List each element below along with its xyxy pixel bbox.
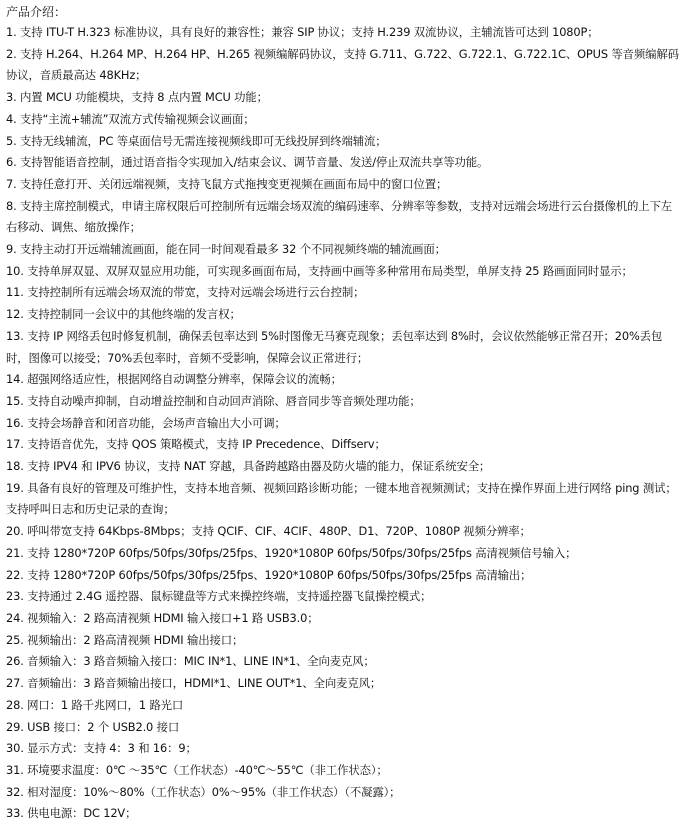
feature-item-5: 5. 支持无线辅流，PC 等桌面信号无需连接视频线即可无线投屏到终端辅流； bbox=[6, 133, 387, 148]
feature-item-24: 24. 视频输入：2 路高清视频 HDMI 输入接口+1 路 USB3.0； bbox=[6, 610, 319, 625]
feature-item-9: 9. 支持主动打开远端辅流画面，能在同一时间观看最多 32 个不同视频终端的辅流画面； bbox=[6, 242, 446, 257]
feature-list bbox=[6, 22, 683, 825]
feature-item-10: 10. 支持单屏双显、双屏双显应用功能，可实现多画面布局，支持画中画等多种常用布局类型，单屏支持 25 路画面同时显示； bbox=[6, 263, 633, 278]
feature-item-26: 26. 音频输入：3 路音频输入接口：MIC IN*1、LINE IN*1、全向麦克风； bbox=[6, 654, 375, 669]
feature-item-21: 21. 支持 1280*720P 60fps/50fps/30fps/25fps、1920*1080P 60fps/50fps/30fps/25fps 高清视频信号输入； bbox=[6, 545, 577, 560]
feature-item-20: 20. 呼叫带宽支持 64Kbps-8Mbps；支持 QCIF、CIF、4CIF、480P、D1、720P、1080P 视频分辨率； bbox=[6, 524, 531, 539]
feature-item-1: 1. 支持 ITU-T H.323 标准协议，具有良好的兼容性；兼容 SIP 协议；支持 H.239 双流协议，主辅流皆可达到 1080P； bbox=[6, 25, 599, 39]
feature-item-7: 7. 支持任意打开、关闭远端视频，支持飞鼠方式拖拽变更视频在画面布局中的窗口位置； bbox=[6, 176, 448, 191]
feature-item-30: 30. 显示方式：支持 4：3 和 16：9； bbox=[6, 741, 197, 756]
feature-item-22: 22. 支持 1280*720P 60fps/50fps/30fps/25fps、1920*1080P 60fps/50fps/30fps/25fps 高清输出； bbox=[6, 567, 532, 582]
feature-item-16: 16. 支持会场静音和闭音功能，会场声音输出大小可调； bbox=[6, 415, 286, 430]
feature-item-27: 27. 音频输出：3 路音频输出接口，HDMI*1、LINE OUT*1、全向麦克风； bbox=[6, 676, 382, 691]
feature-item-12: 12. 支持控制同一会议中的其他终端的发言权； bbox=[6, 307, 241, 322]
feature-item-4: 4. 支持“主流+辅流”双流方式传输视频会议画面； bbox=[6, 111, 255, 126]
feature-item-33: 33. 供电电源：DC 12V； bbox=[6, 806, 137, 821]
feature-item-14: 14. 超强网络适应性，根据网络自动调整分辨率，保障会议的流畅； bbox=[6, 372, 342, 387]
feature-item-11: 11. 支持控制所有远端会场双流的带宽，支持对远端会场进行云台控制； bbox=[6, 285, 365, 300]
document-title: 产品介绍： bbox=[6, 5, 67, 19]
feature-item-15: 15. 支持自动噪声抑制，自动增益控制和自动回声消除、唇音同步等音频处理功能； bbox=[6, 393, 421, 408]
feature-item-2: 2. 支持 H.264、H.264 MP、H.264 HP、H.265 视频编解码协议，支持 G.711、G.722、G.722.1、G.722.1C、OPUS 等音频编解码协议，音质最高达 48KHz； bbox=[6, 46, 679, 83]
feature-item-17: 17. 支持语音优先，支持 QOS 策略模式，支持 IP Precedence、Diffserv； bbox=[6, 437, 386, 452]
feature-item-31: 31. 环境要求温度：0℃ ～35℃（工作状态）-40℃～55℃（非工作状态）； bbox=[6, 762, 388, 777]
feature-item-25: 25. 视频输出：2 路高清视频 HDMI 输出接口； bbox=[6, 632, 244, 647]
feature-item-19: 19. 具备有良好的管理及可维护性，支持本地音频、视频回路诊断功能；一键本地音视频测试；支持在操作界面上进行网络 ping 测试；支持呼叫日志和历史记录的查询； bbox=[6, 480, 677, 517]
feature-item-6: 6. 支持智能语音控制，通过语音指令实现加入/结束会议、调节音量、发送/停止双流共享等功能。 bbox=[6, 155, 489, 170]
feature-item-18: 18. 支持 IPV4 和 IPV6 协议，支持 NAT 穿越，具备跨越路由器及防火墙的能力，保证系统安全； bbox=[6, 459, 491, 474]
feature-item-23: 23. 支持通过 2.4G 遥控器、鼠标键盘等方式来操控终端，支持遥控器飞鼠操控模式； bbox=[6, 589, 432, 604]
feature-item-3: 3. 内置 MCU 功能模块，支持 8 点内置 MCU 功能； bbox=[6, 90, 268, 105]
feature-item-28: 28. 网口：1 路千兆网口，1 路光口 bbox=[6, 697, 184, 712]
feature-item-13: 13. 支持 IP 网络丢包时修复机制，确保丢包率达到 5%时图像无马赛克现象；丢包率达到 8%时，会议依然能够正常召开；20%丢包时，图像可以接受；70%丢包率时，音频不受影响，保障会议正常进行； bbox=[6, 328, 663, 365]
feature-item-8: 8. 支持主席控制模式，申请主席权限后可控制所有远端会场双流的编码速率、分辨率等参数，支持对远端会场进行云台摄像机的上下左右移动、调焦、缩放操作； bbox=[6, 198, 672, 235]
feature-item-29: 29. USB 接口：2 个 USB2.0 接口 bbox=[6, 719, 180, 734]
feature-item-32: 32. 相对湿度：10%～80%（工作状态）0%～95%（非工作状态）（不凝露）； bbox=[6, 784, 401, 799]
